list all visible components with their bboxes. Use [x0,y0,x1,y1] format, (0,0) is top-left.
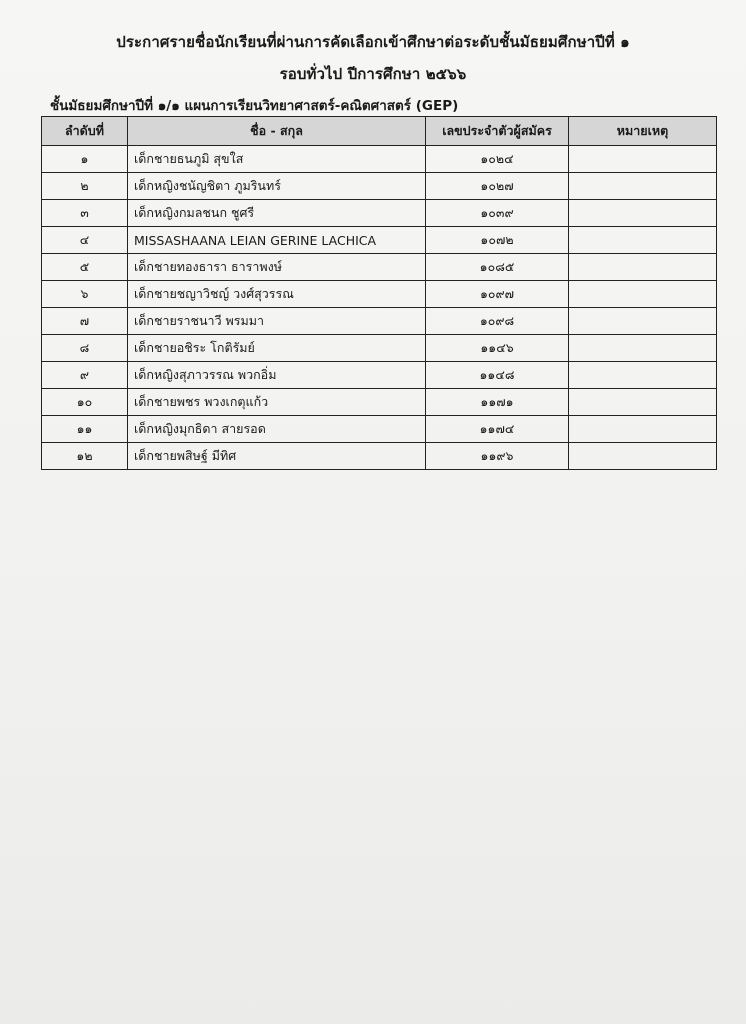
row-name-cell: เด็กชายชญาวิชญ์ วงศ์สุวรรณ [128,281,426,308]
row-note-cell [569,281,717,308]
row-name-cell: เด็กหญิงกมลชนก ชูศรี [128,200,426,227]
page-subtitle-round: รอบทั่วไป ปีการศึกษา ๒๕๖๖ [279,65,467,83]
row-order-cell: ๒ [42,173,128,200]
table-row [42,389,717,416]
table-row [42,416,717,443]
row-note-cell [569,362,717,389]
row-note-cell [569,173,717,200]
row-order-cell: ๑ [42,146,128,173]
row-order-cell: ๘ [42,335,128,362]
row-name-cell: เด็กหญิงสุภาวรรณ พวกอิ่ม [128,362,426,389]
row-order-cell: ๑๑ [42,416,128,443]
row-order-cell: ๕ [42,254,128,281]
row-order-cell: ๗ [42,308,128,335]
row-note-cell [569,308,717,335]
table-row [42,335,717,362]
row-note-cell [569,146,717,173]
row-order-cell: ๓ [42,200,128,227]
row-note-cell [569,389,717,416]
table-row [42,227,717,254]
row-note-cell [569,416,717,443]
row-order-cell: ๑๒ [42,443,128,470]
row-note-cell [569,254,717,281]
row-note-cell [569,443,717,470]
row-applicant-id-cell: ๑๐๓๙ [426,200,569,227]
table-row [42,254,717,281]
column-header-note: หมายเหตุ [569,117,717,146]
column-header-applicant-id: เลขประจำตัวผู้สมัคร [426,117,569,146]
class-program-heading: ชั้นมัธยมศึกษาปีที่ ๑/๑ แผนการเรียนวิทยาศาสตร์-คณิตศาสตร์ (GEP) [50,98,459,114]
row-applicant-id-cell: ๑๑๔๘ [426,362,569,389]
row-name-cell: เด็กชายทองธารา ธาราพงษ์ [128,254,426,281]
row-applicant-id-cell: ๑๐๘๕ [426,254,569,281]
row-name-cell: เด็กชายราชนาวี พรมมา [128,308,426,335]
table-row [42,362,717,389]
row-applicant-id-cell: ๑๐๙๗ [426,281,569,308]
table-row [42,308,717,335]
row-applicant-id-cell: ๑๑๗๔ [426,416,569,443]
table-row [42,443,717,470]
row-order-cell: ๔ [42,227,128,254]
row-applicant-id-cell: ๑๑๗๑ [426,389,569,416]
row-note-cell [569,200,717,227]
column-header-order: ลำดับที่ [42,117,128,146]
row-name-cell: เด็กหญิงชนัญชิตา ภูมรินทร์ [128,173,426,200]
row-name-cell: เด็กชายอชิระ โกติรัมย์ [128,335,426,362]
row-name-cell: เด็กชายพสิษฐ์ มีทิศ [128,443,426,470]
row-applicant-id-cell: ๑๑๔๖ [426,335,569,362]
row-order-cell: ๑๐ [42,389,128,416]
row-order-cell: ๖ [42,281,128,308]
table-row [42,281,717,308]
row-name-cell: เด็กหญิงมุกธิดา สายรอด [128,416,426,443]
row-note-cell [569,227,717,254]
row-name-cell: เด็กชายธนภูมิ สุขใส [128,146,426,173]
row-applicant-id-cell: ๑๐๗๒ [426,227,569,254]
table-row [42,146,717,173]
row-applicant-id-cell: ๑๐๒๔ [426,146,569,173]
table-row [42,173,717,200]
row-note-cell [569,335,717,362]
table-row [42,200,717,227]
page-title: ประกาศรายชื่อนักเรียนที่ผ่านการคัดเลือกเข้าศึกษาต่อระดับชั้นมัธยมศึกษาปีที่ ๑ [116,33,630,51]
row-name-cell: เด็กชายพชร พวงเกตุแก้ว [128,389,426,416]
row-applicant-id-cell: ๑๑๙๖ [426,443,569,470]
row-name-cell: MISSASHAANA LEIAN GERINE LACHICA [128,227,426,254]
column-header-name: ชื่อ - สกุล [128,117,426,146]
row-order-cell: ๙ [42,362,128,389]
row-applicant-id-cell: ๑๐๒๗ [426,173,569,200]
table-header-row [42,117,717,146]
row-applicant-id-cell: ๑๐๙๘ [426,308,569,335]
student-list-table [41,116,717,470]
